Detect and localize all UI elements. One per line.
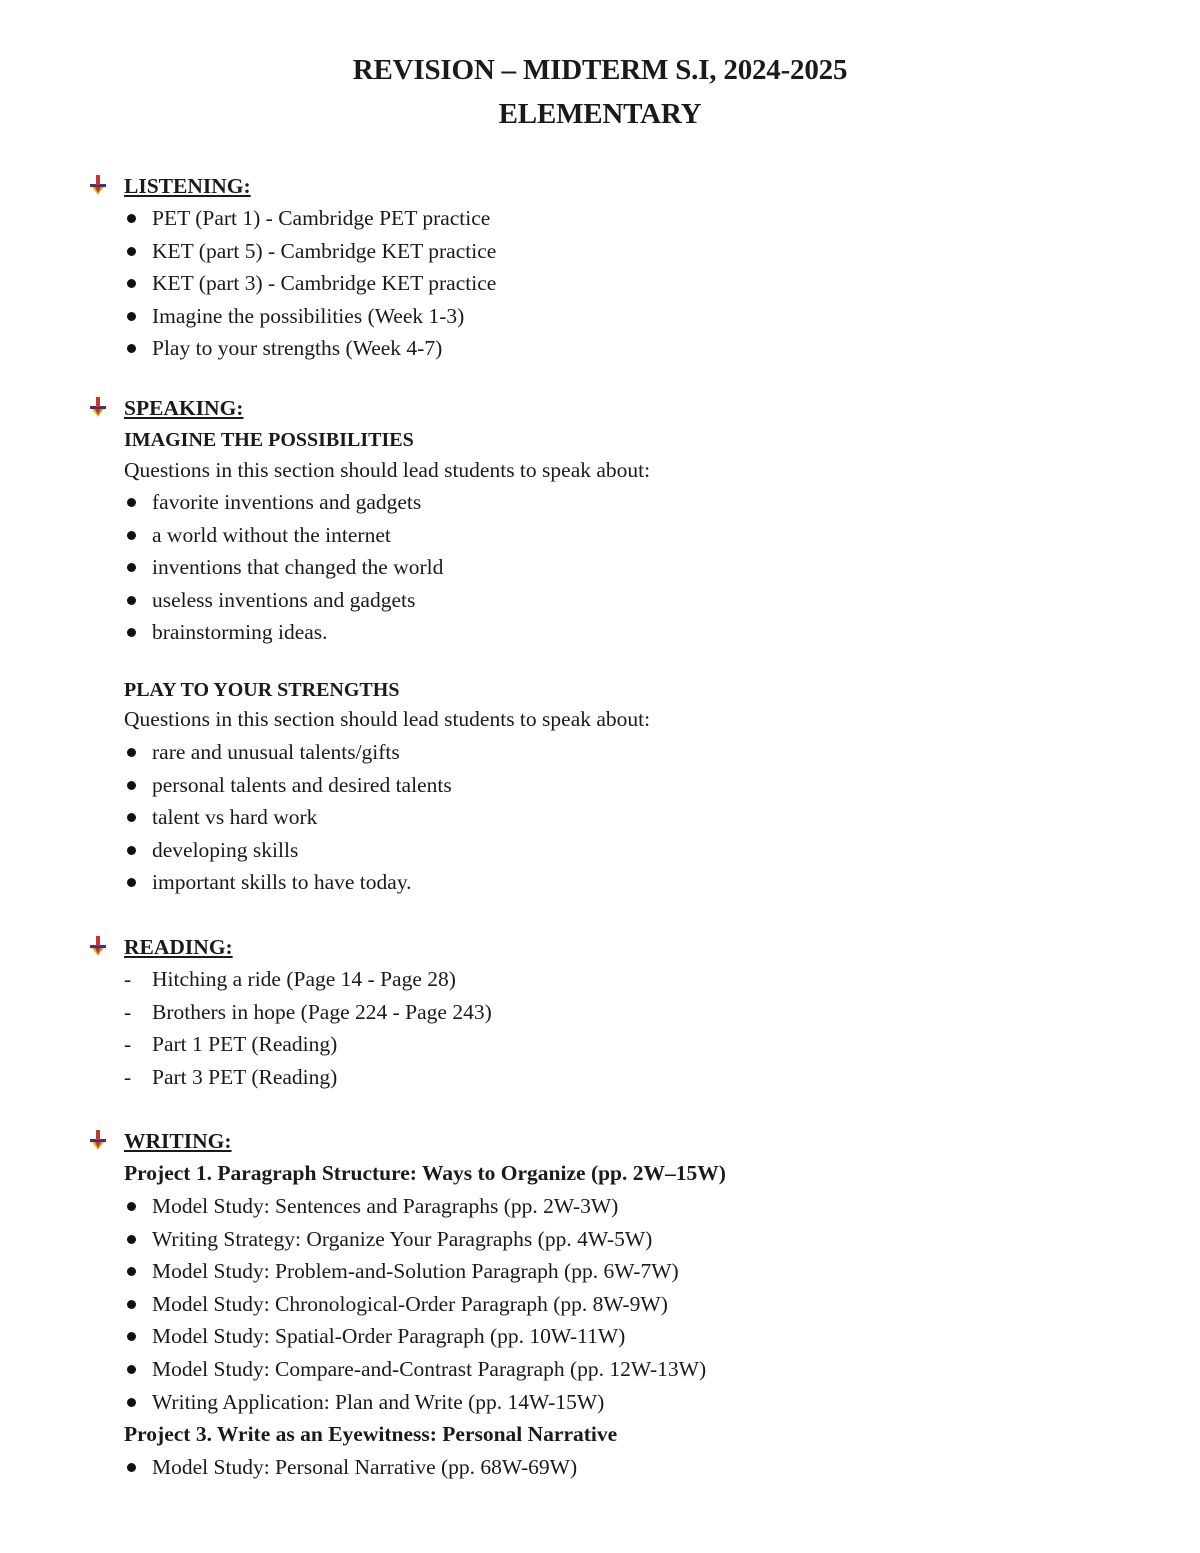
list-item: PET (Part 1) - Cambridge PET practice <box>152 206 491 230</box>
bullet-icon <box>127 628 136 637</box>
list-item: developing skills <box>152 837 299 862</box>
list-item: Model Study: Problem-and-Solution Paragraph (pp. 6W-7W) <box>152 1259 679 1284</box>
list-item: brainstorming ideas. <box>152 620 328 645</box>
bullet-icon <box>127 1235 136 1244</box>
list-item: personal talents and desired talents <box>152 772 452 797</box>
dash-marker: - <box>124 1032 132 1057</box>
down-arrow-icon <box>88 396 108 418</box>
bullet-icon <box>127 1202 136 1211</box>
list-item: favorite inventions and gadgets <box>152 490 422 514</box>
list-item: KET (part 5) - Cambridge KET practice <box>152 238 497 263</box>
list-item: Model Study: Chronological-Order Paragraph (pp. 8W-9W) <box>152 1291 668 1316</box>
dash-marker: - <box>124 967 132 991</box>
bullet-icon <box>127 748 136 757</box>
section-heading-reading: READING: <box>124 935 233 959</box>
bullet-icon <box>127 1332 136 1341</box>
list-item: Writing Application: Plan and Write (pp. 14W-15W) <box>152 1389 605 1414</box>
list-item: Writing Strategy: Organize Your Paragraphs (pp. 4W-5W) <box>152 1226 653 1251</box>
list-item: talent vs hard work <box>152 805 318 830</box>
bullet-icon <box>127 1463 136 1472</box>
bullet-icon <box>127 531 136 540</box>
subsection-intro: Questions in this section should lead students to speak about: <box>124 458 651 482</box>
list-item: Part 1 PET (Reading) <box>152 1032 338 1057</box>
bullet-icon <box>127 344 136 353</box>
list-item: Imagine the possibilities (Week 1-3) <box>152 303 465 328</box>
bullet-icon <box>127 279 136 288</box>
list-item: important skills to have today. <box>152 870 412 895</box>
list-item: Model Study: Personal Narrative (pp. 68W-69W) <box>152 1455 578 1479</box>
bullet-icon <box>127 214 136 223</box>
dash-marker: - <box>124 999 132 1024</box>
bullet-icon <box>127 813 136 822</box>
bullet-icon <box>127 1398 136 1407</box>
list-item: Hitching a ride (Page 14 - Page 28) <box>152 967 456 991</box>
list-item: Model Study: Spatial-Order Paragraph (pp. 10W-11W) <box>152 1324 626 1349</box>
subsection-title: PLAY TO YOUR STRENGTHS <box>124 679 400 701</box>
bullet-icon <box>127 596 136 605</box>
bullet-icon <box>127 247 136 256</box>
section-heading-writing: WRITING: <box>124 1129 232 1153</box>
list-item: Play to your strengths (Week 4-7) <box>152 336 443 361</box>
list-item: Model Study: Sentences and Paragraphs (pp. 2W-3W) <box>152 1194 619 1218</box>
list-item: KET (part 3) - Cambridge KET practice <box>152 271 497 296</box>
bullet-icon <box>127 878 136 887</box>
bullet-icon <box>127 1365 136 1374</box>
project-title: Project 1. Paragraph Structure: Ways to Organize (pp. 2W–15W) <box>124 1161 726 1185</box>
list-item: rare and unusual talents/gifts <box>152 740 400 764</box>
list-item: a world without the internet <box>152 522 391 547</box>
bullet-icon <box>127 312 136 321</box>
list-item: inventions that changed the world <box>152 555 444 580</box>
document-subtitle: ELEMENTARY <box>498 98 702 130</box>
list-item: useless inventions and gadgets <box>152 587 416 612</box>
down-arrow-icon <box>88 1129 108 1151</box>
bullet-icon <box>127 781 136 790</box>
bullet-icon <box>127 563 136 572</box>
subsection-title: IMAGINE THE POSSIBILITIES <box>124 429 414 451</box>
list-item: Part 3 PET (Reading) <box>152 1064 338 1089</box>
bullet-icon <box>127 1267 136 1276</box>
project-title: Project 3. Write as an Eyewitness: Personal Narrative <box>124 1422 618 1446</box>
document-title: REVISION – MIDTERM S.I, 2024-2025 <box>352 54 848 86</box>
bullet-icon <box>127 1300 136 1309</box>
section-heading-listening: LISTENING: <box>124 174 251 198</box>
down-arrow-icon <box>88 174 108 196</box>
dash-marker: - <box>124 1064 132 1089</box>
bullet-icon <box>127 498 136 507</box>
list-item: Model Study: Compare-and-Contrast Paragraph (pp. 12W-13W) <box>152 1357 707 1381</box>
bullet-icon <box>127 846 136 855</box>
subsection-intro: Questions in this section should lead students to speak about: <box>124 707 651 731</box>
down-arrow-icon <box>88 935 108 957</box>
section-heading-speaking: SPEAKING: <box>124 396 244 420</box>
list-item: Brothers in hope (Page 224 - Page 243) <box>152 999 492 1024</box>
